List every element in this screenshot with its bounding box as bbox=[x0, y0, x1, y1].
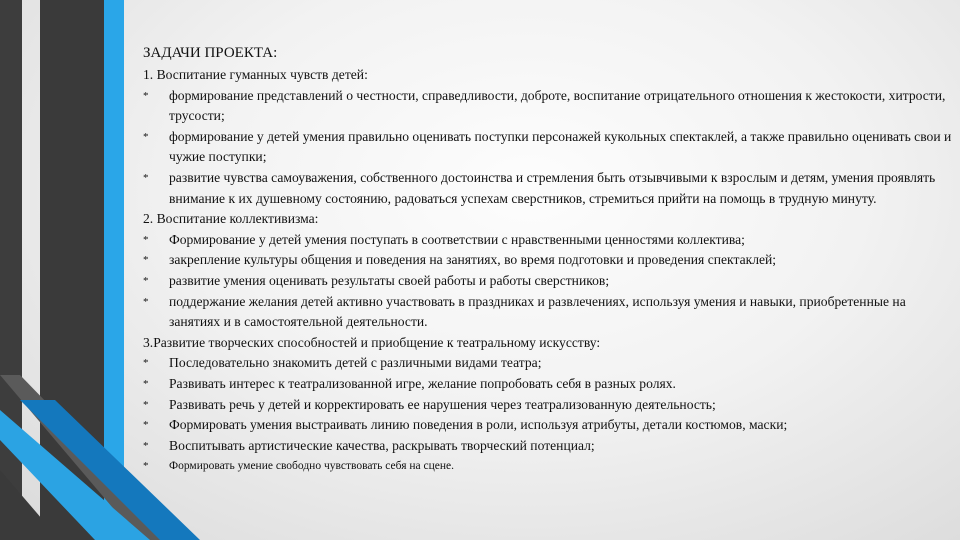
bullet-marker: * bbox=[143, 274, 149, 287]
bullet-marker: * bbox=[143, 398, 149, 411]
section-1 bbox=[143, 65, 953, 209]
slide-content bbox=[143, 42, 953, 477]
bullet-marker: * bbox=[143, 130, 149, 143]
list-item bbox=[143, 415, 953, 436]
list-item-text: поддержание желания детей активно участвовать в праздниках и развлечениях, используя умения и навыки, приобретенные на занятиях и в самостоятельной деятельности. bbox=[169, 293, 906, 330]
list-item-text: закрепление культуры общения и поведения на занятиях, во время подготовки и проведения спектаклей; bbox=[169, 252, 777, 268]
list-item-text: формирование представлений о честности, справедливости, доброте, воспитание отрицательного отношения к жестокости, хитрости, трусости; bbox=[169, 87, 946, 124]
list-item-text: Развивать интерес к театрализованной игре, желание попробовать себя в разных ролях. bbox=[169, 375, 676, 391]
list-item bbox=[143, 374, 953, 395]
bullet-list bbox=[143, 230, 953, 333]
list-item-text: развитие чувства самоуважения, собственного достоинства и стремления быть отзывчивыми к взрослым и детям, умения проявлять внимание к их душевному состоянию, радоваться успехам сверстников, стремиться прийти на помощь в трудную минуту. bbox=[169, 169, 936, 206]
list-item bbox=[143, 271, 953, 292]
list-item-text: развитие умения оценивать результаты своей работы и работы сверстников; bbox=[169, 272, 610, 288]
list-item bbox=[143, 230, 953, 251]
section-2 bbox=[143, 209, 953, 333]
list-item bbox=[143, 456, 953, 477]
list-item bbox=[143, 127, 953, 168]
list-item bbox=[143, 353, 953, 374]
bullet-marker: * bbox=[143, 377, 149, 390]
list-item-text: Последовательно знакомить детей с различными видами театра; bbox=[169, 355, 542, 371]
list-item-text: Формирование у детей умения поступать в соответствии с нравственными ценностями коллектива; bbox=[169, 231, 745, 247]
bullet-marker: * bbox=[143, 357, 149, 370]
list-item bbox=[143, 86, 953, 127]
bullet-marker: * bbox=[143, 439, 149, 452]
section-3 bbox=[143, 333, 953, 477]
bullet-list bbox=[143, 86, 953, 210]
bullet-list bbox=[143, 353, 953, 477]
bullet-marker: * bbox=[143, 419, 149, 432]
list-item bbox=[143, 168, 953, 209]
list-item-text: формирование у детей умения правильно оценивать поступки персонажей кукольных спектаклей, а также правильно оценивать свои и чужие поступки; bbox=[169, 128, 952, 165]
list-item-text: Развивать речь у детей и корректировать ее нарушения через театрализованную деятельность; bbox=[169, 396, 716, 412]
list-item bbox=[143, 250, 953, 271]
bullet-marker: * bbox=[143, 254, 149, 267]
bullet-marker: * bbox=[143, 171, 149, 184]
list-item-text: Формировать умение свободно чувствовать себя на сцене. bbox=[169, 460, 455, 473]
list-item-text: Воспитывать артистические качества, раскрывать творческий потенциал; bbox=[169, 437, 595, 453]
bullet-marker: * bbox=[143, 295, 149, 308]
bullet-marker: * bbox=[143, 460, 149, 473]
section-heading: 2. Воспитание коллективизма: bbox=[143, 211, 319, 227]
bullet-marker: * bbox=[143, 89, 149, 102]
list-item-text: Формировать умения выстраивать линию поведения в роли, используя атрибуты, детали костюмов, маски; bbox=[169, 417, 788, 433]
section-heading: 3.Развитие творческих способностей и приобщение к театральному искусству: bbox=[143, 334, 601, 350]
slide-title: ЗАДАЧИ ПРОЕКТА: bbox=[143, 45, 278, 61]
bullet-marker: * bbox=[143, 233, 149, 246]
list-item bbox=[143, 395, 953, 416]
list-item bbox=[143, 436, 953, 457]
section-heading: 1. Воспитание гуманных чувств детей: bbox=[143, 67, 368, 82]
list-item bbox=[143, 292, 953, 333]
